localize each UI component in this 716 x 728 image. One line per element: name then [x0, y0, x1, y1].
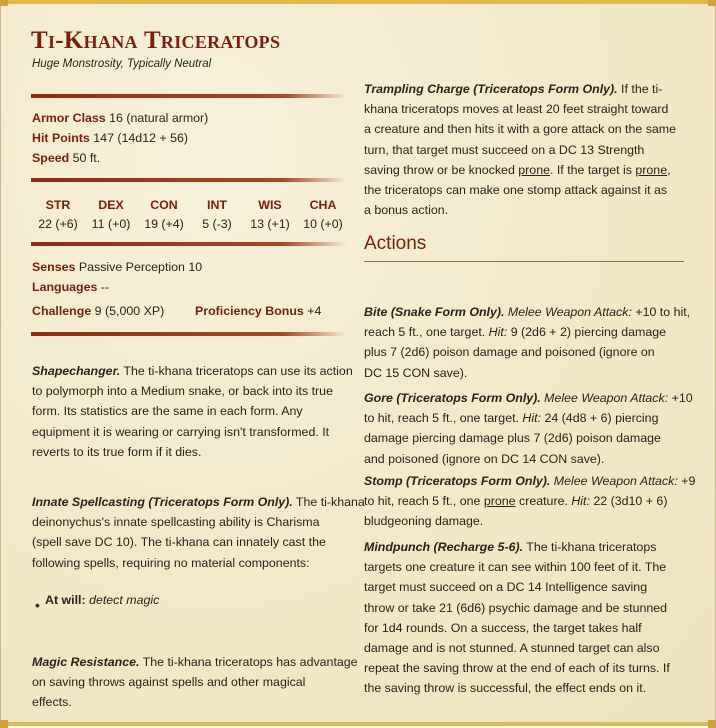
- proficiency-value: +4: [307, 304, 322, 318]
- condition-link-prone[interactable]: prone: [518, 162, 550, 177]
- corner-ornament: [0, 720, 8, 728]
- action-text: +10 to hit,: [631, 305, 691, 319]
- senses-line: [32, 257, 202, 277]
- trait-text: If the ti-: [617, 82, 663, 96]
- spell-at-will: [45, 590, 159, 610]
- monster-name: Ti-Khana Triceratops: [31, 27, 281, 54]
- action-name: Mindpunch (Recharge 5-6).: [364, 540, 524, 554]
- divider-bar: [31, 178, 347, 182]
- action-text: for 1d4 rounds. On a success, the target takes half: [364, 620, 642, 635]
- action-text: 24 (4d8 + 6) piercing: [541, 411, 659, 426]
- divider-bar: [31, 332, 347, 336]
- trait-shapechanger: [32, 361, 353, 462]
- ability-int: [195, 196, 239, 234]
- spell-link[interactable]: detect magic: [89, 593, 160, 607]
- trait-text: reverts to its true form if it dies.: [32, 444, 202, 459]
- ability-name: INT: [207, 198, 227, 212]
- trait-text: a bonus action.: [364, 203, 449, 218]
- action-name: Bite (Snake Form Only).: [364, 305, 505, 319]
- trait-text: turn, that target must succeed on a DC 13 Strength: [364, 142, 645, 157]
- trait-text: following spells, requiring no material components:: [32, 555, 310, 570]
- armor-class-value: 16 (natural armor): [109, 111, 209, 125]
- proficiency-line: [195, 301, 321, 321]
- attack-type: Melee Weapon Attack:: [540, 391, 669, 405]
- languages-value: --: [100, 280, 110, 294]
- armor-class-line: [32, 108, 208, 128]
- senses-label: Senses: [32, 260, 76, 274]
- trait-text: The ti-khana: [292, 495, 365, 509]
- action-text: creature.: [515, 494, 572, 509]
- action-text: throw or take 21 (6d6) psychic damage and be stunned: [364, 600, 668, 615]
- trait-innate-spellcasting: [32, 492, 365, 573]
- trait-text: a creature and then hits it with a gore attack on the same: [364, 122, 677, 137]
- languages-line: [32, 277, 109, 297]
- armor-class-label: Armor Class: [32, 111, 106, 125]
- condition-link-prone[interactable]: prone: [483, 494, 516, 509]
- trait-text: form. Its statistics are the same in each form. Any: [32, 404, 303, 419]
- condition-link-prone[interactable]: prone: [635, 162, 668, 177]
- action-text: reach 5 ft., one target.: [364, 325, 489, 340]
- challenge-line: [32, 301, 164, 321]
- languages-label: Languages: [32, 280, 98, 294]
- trait-name: Shapechanger.: [32, 364, 121, 378]
- ability-name: STR: [45, 198, 71, 212]
- corner-ornament: [708, 720, 716, 728]
- ability-score: 11 (+0): [91, 217, 131, 231]
- divider-bar: [31, 242, 347, 246]
- action-text: the saving throw is successful, the effect ends on it.: [364, 681, 647, 696]
- action-text: and poisoned (ignore on DC 14 CON save).: [364, 451, 605, 466]
- action-text: target must succeed on a DC 14 Intelligence saving: [364, 580, 648, 595]
- corner-ornament: [0, 0, 8, 6]
- hit-points-line: [32, 128, 188, 148]
- action-text: targets one creature it can see within 100 feet of it. The: [364, 560, 667, 575]
- senses-value: Passive Perception 10: [78, 260, 203, 274]
- ability-score: 22 (+6): [38, 217, 78, 231]
- ability-score: 13 (+1): [250, 217, 290, 231]
- monster-type: Huge Monstrosity, Typically Neutral: [32, 58, 212, 70]
- at-will-label: At will:: [45, 593, 86, 607]
- ability-str: [36, 196, 80, 234]
- hit-points-value: 147 (14d12 + 56): [93, 131, 189, 145]
- trait-trampling-charge: [364, 79, 676, 220]
- action-gore: [364, 388, 693, 469]
- hit-points-label: Hit Points: [32, 131, 90, 145]
- trait-text: deinonychus's innate spellcasting ability is Charisma: [32, 515, 320, 530]
- trait-text: The ti-khana triceratops has advantage: [139, 655, 358, 669]
- trait-text: ,: [667, 162, 671, 177]
- action-text: The ti-khana triceratops: [523, 540, 657, 554]
- ability-dex: [89, 196, 133, 234]
- action-text: damage and is not stunned. A stunned target can also: [364, 641, 660, 656]
- trait-text: (spell save DC 10). The ti-khana can innately cast the: [32, 535, 326, 550]
- ability-score: 19 (+4): [144, 217, 184, 231]
- trait-name: Trampling Charge (Triceratops Form Only).: [364, 82, 618, 96]
- action-text: 22 (3d10 + 6): [589, 494, 668, 509]
- action-text: +9: [677, 474, 696, 488]
- trait-text: on saving throws against spells and other magical: [32, 675, 306, 690]
- attack-type: Melee Weapon Attack:: [504, 305, 632, 319]
- ability-score: 10 (+0): [303, 217, 343, 231]
- trait-text: saving throw or be knocked: [364, 162, 519, 177]
- ability-name: DEX: [98, 198, 124, 212]
- ability-con: [142, 196, 186, 234]
- action-text: 9 (2d6 + 2) piercing damage: [507, 325, 667, 340]
- speed-label: Speed: [32, 151, 70, 165]
- action-text: to hit, reach 5 ft., one target.: [364, 411, 523, 426]
- action-mindpunch: [364, 537, 670, 699]
- corner-ornament: [708, 0, 716, 6]
- action-name: Gore (Triceratops Form Only).: [364, 391, 541, 405]
- action-bite: [364, 302, 690, 383]
- action-text: plus 7 (2d6) poison damage and poisoned (ignore on: [364, 345, 655, 360]
- ability-cha: [301, 196, 345, 234]
- ability-name: CON: [150, 198, 178, 212]
- trait-text: equipment it is wearing or carrying isn't transformed. It: [32, 424, 330, 439]
- action-text: DC 15 CON save).: [364, 365, 468, 380]
- ability-name: CHA: [309, 198, 337, 212]
- hit-label: Hit:: [522, 411, 542, 426]
- trait-text: The ti-khana triceratops can use its action: [120, 364, 353, 378]
- challenge-label: Challenge: [32, 304, 92, 318]
- action-stomp: [364, 471, 695, 532]
- actions-heading: Actions: [364, 233, 427, 254]
- hit-label: Hit:: [488, 325, 508, 340]
- action-text: +10: [668, 391, 693, 405]
- action-text: damage piercing damage plus 7 (2d6) poison damage: [364, 431, 661, 446]
- trait-text: khana triceratops moves at least 20 feet straight toward: [364, 102, 669, 117]
- speed-line: [32, 148, 100, 168]
- trait-text: . If the target is: [549, 162, 636, 177]
- ability-wis: [248, 196, 292, 234]
- trait-text: to polymorph into a Medium snake, or back into its true: [32, 384, 333, 399]
- ability-score: 5 (-3): [202, 217, 232, 231]
- trait-text: the triceratops can make one stomp attack against it as: [364, 183, 668, 198]
- action-text: repeat the saving throw at the end of each of its turns. If: [364, 661, 670, 676]
- speed-value: 50 ft.: [72, 151, 101, 165]
- bullet-icon: •: [35, 597, 40, 613]
- proficiency-label: Proficiency Bonus: [195, 304, 304, 318]
- hit-label: Hit:: [571, 494, 590, 509]
- trait-name: Innate Spellcasting (Triceratops Form Only).: [32, 495, 293, 509]
- action-name: Stomp (Triceratops Form Only).: [364, 474, 551, 488]
- ability-name: WIS: [258, 198, 282, 212]
- action-text: bludgeoning damage.: [364, 514, 484, 529]
- trait-magic-resistance: [32, 652, 358, 713]
- action-text: to hit, reach 5 ft., one: [364, 494, 484, 509]
- challenge-value: 9 (5,000 XP): [94, 304, 165, 318]
- trait-text: effects.: [32, 695, 72, 710]
- actions-underline: [364, 261, 684, 262]
- divider-bar: [31, 94, 347, 98]
- trait-name: Magic Resistance.: [32, 655, 140, 669]
- attack-type: Melee Weapon Attack:: [550, 474, 678, 488]
